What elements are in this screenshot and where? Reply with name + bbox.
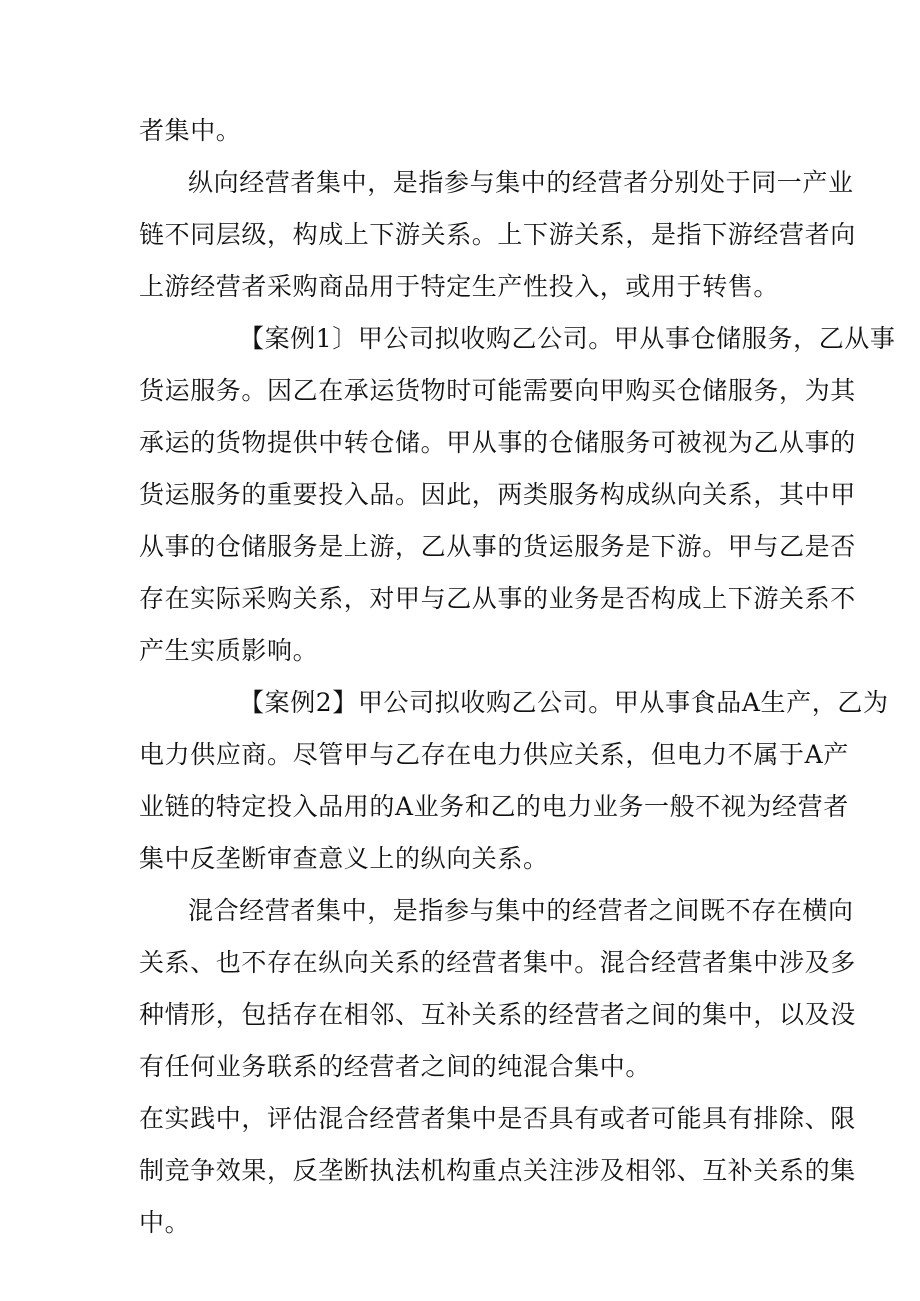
text-line: 集中反垄断审查意义上的纵向关系。 (139, 844, 549, 873)
case-1-heading-line: 【案例1〕甲公司拟收购乙公司。甲从事仓储服务，乙从事 (239, 324, 896, 353)
text-line: 货运服务的重要投入品。因此，两类服务构成纵向关系，其中甲 (139, 480, 856, 509)
text-line: 业链的特定投入品用的A业务和乙的电力业务一般不视为经营者 (139, 792, 849, 821)
text-line: 种情形，包括存在相邻、互补关系的经营者之间的集中，以及没 (139, 1000, 856, 1029)
paragraph-practice-line: 在实践中，评估混合经营者集中是否具有或者可能具有排除、限 (139, 1104, 856, 1133)
text-line: 中。 (139, 1208, 191, 1237)
case-2-heading-line: 【案例2】甲公司拟收购乙公司。甲从事食品A生产，乙为 (239, 688, 889, 717)
text-line: 承运的货物提供中转仓储。甲从事的仓储服务可被视为乙从事的 (139, 428, 856, 457)
text-line: 者集中。 (139, 116, 242, 145)
text-line: 关系、也不存在纵向关系的经营者集中。混合经营者集中涉及多 (139, 948, 856, 977)
text-line: 存在实际采购关系，对甲与乙从事的业务是否构成上下游关系不 (139, 584, 856, 613)
text-line: 电力供应商。尽管甲与乙存在电力供应关系，但电力不属于A产 (139, 740, 849, 769)
text-line: 货运服务。因乙在承运货物时可能需要向甲购买仓储服务，为其 (139, 376, 856, 405)
paragraph-mixed-concentration-line: 混合经营者集中，是指参与集中的经营者之间既不存在横向 (188, 896, 854, 925)
text-line: 从事的仓储服务是上游，乙从事的货运服务是下游。甲与乙是否 (139, 532, 856, 561)
text-line: 上游经营者采购商品用于特定生产性投入，或用于转售。 (139, 272, 780, 301)
text-line: 链不同层级，构成上下游关系。上下游关系，是指下游经营者向 (139, 220, 856, 249)
text-line: 产生实质影响。 (139, 636, 319, 665)
paragraph-vertical-concentration-line: 纵向经营者集中，是指参与集中的经营者分别处于同一产业 (188, 168, 854, 197)
text-line: 制竞争效果，反垄断执法机构重点关注涉及相邻、互补关系的集 (139, 1156, 856, 1185)
text-line: 有任何业务联系的经营者之间的纯混合集中。 (139, 1052, 652, 1081)
